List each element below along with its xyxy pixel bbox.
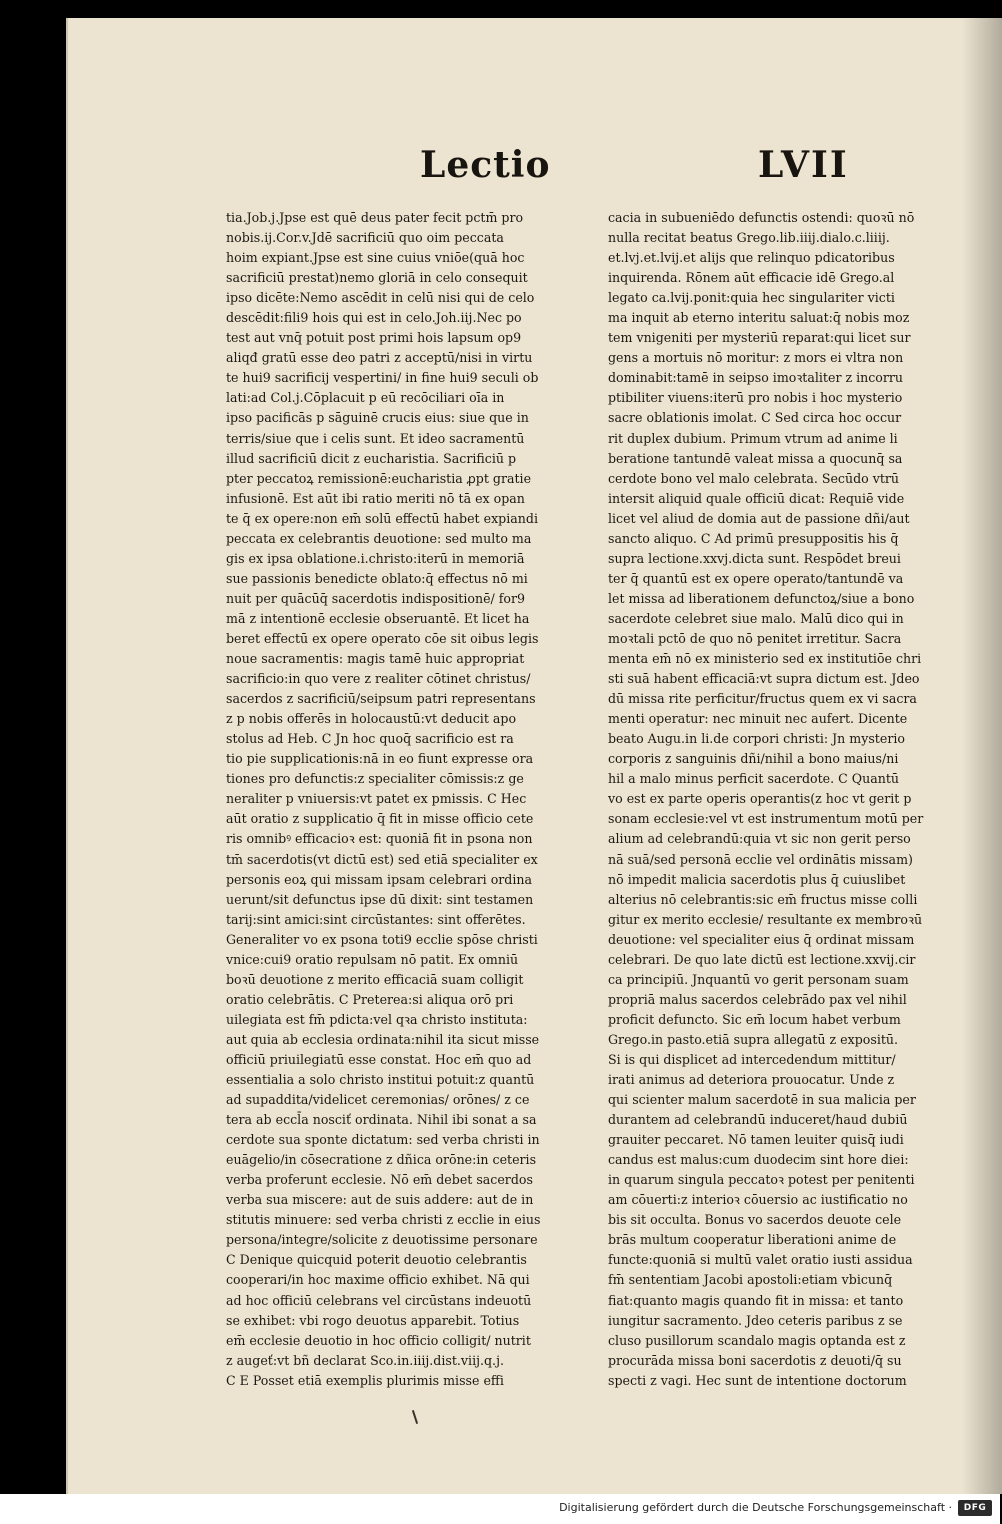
- text-line: descēdit:fili9 hois qui est in celo.Joh.iij.Nec po: [226, 310, 522, 326]
- text-line: euāgelio/in cōsecratione z dñica orōne:in ceteris: [226, 1152, 537, 1168]
- text-line: sancto aliquo. C Ad primū presuppositis his q̄: [608, 530, 899, 546]
- text-line: sacrificiū prestat)nemo gloriā in celo consequit: [226, 270, 528, 286]
- text-line: mā z intentionē ecclesie obseruantē. Et licet ha: [226, 610, 530, 626]
- text-line: grauiter peccaret. Nō tamen leuiter quisq̄ iudi: [608, 1132, 904, 1148]
- text-line: sacerdote celebret siue malo. Malū dico qui in: [608, 610, 904, 626]
- text-line: qui scienter malum sacerdotē in sua malicia per: [608, 1092, 916, 1108]
- text-line: tm̄ sacerdotis(vt dictū est) sed etiā specialiter ex: [226, 851, 538, 867]
- text-line: sacrificio:in quo vere z realiter cōtinet christus/: [226, 671, 531, 687]
- text-line: gitur ex merito ecclesie/ resultante ex membroꝛū: [608, 911, 923, 927]
- text-line: celebrari. De quo late dictū est lectione.xxvij.cir: [608, 951, 916, 967]
- text-line: let missa ad liberationem defunctoꝝ/siue a bono: [608, 590, 915, 606]
- text-line: functe:quoniā si multū valet oratio iusti assidua: [608, 1252, 913, 1268]
- text-line: ter q̄ quantū est ex opere operato/tantundē va: [608, 570, 904, 586]
- text-line: candus est malus:cum duodecim sint hore diei:: [608, 1152, 909, 1168]
- text-line: vo est ex parte operis operantis(z hoc vt gerit p: [608, 791, 912, 807]
- text-line: ipso pacificās p sāguinē crucis eius: siue que in: [226, 410, 529, 426]
- text-line: te hui9 sacrificij vespertini/ in fine hui9 seculi ob: [226, 370, 539, 386]
- text-line: tio pie supplicationis:nā in eo fiunt expresse ora: [226, 751, 534, 767]
- text-line: ca principiū. Jnquantū vo gerit personam suam: [608, 971, 909, 987]
- text-line: te q̄ ex opere:non em̄ solū effectū habet expiandi: [226, 510, 538, 526]
- text-line: menti operatur: nec minuit nec aufert. Dicente: [608, 711, 908, 727]
- text-line: Generaliter vo ex psona toti9 ecclie spōse christi: [226, 931, 538, 947]
- text-line: noue sacramentis: magis tamē huic appropriat: [226, 651, 525, 667]
- text-line: nulla recitat beatus Grego.lib.iiij.dialo.c.liiij.: [608, 230, 890, 246]
- text-line: C Denique quicquid poterit deuotio celebrantis: [226, 1252, 527, 1268]
- text-line: tarij:sint amici:sint circūstantes: sint offerētes.: [226, 911, 526, 927]
- text-line: fm̄ sententiam Jacobi apostoli:etiam vbicunq̄: [608, 1272, 893, 1288]
- text-line: beret effectū ex opere operato cōe sit oibus legis: [226, 630, 539, 646]
- text-line: hil a malo minus perficit sacerdote. C Quantū: [608, 771, 900, 787]
- text-line: dū missa rite perficitur/fructus quem ex vi sacra: [608, 691, 917, 707]
- text-line: moꝛtali pctō de quo nō penitet irretitur. Sacra: [608, 630, 902, 646]
- text-line: oratio celebrātis. C Preterea:si aliqua orō pri: [226, 991, 514, 1007]
- text-line: sonam ecclesie:vel vt est instrumentum motū per: [608, 811, 924, 827]
- text-line: z p nobis offerēs in holocaustū:vt deducit apo: [226, 711, 517, 727]
- text-line: cerdote bono vel malo celebrata. Secūdo vtrū: [608, 470, 900, 486]
- text-line: cluso pusillorum scandalo magis optanda est z: [608, 1332, 906, 1348]
- text-line: intersit aliquid quale officiū dicat: Requiē vide: [608, 490, 905, 506]
- text-line: gens a mortuis nō moritur: z mors ei vltra non: [608, 350, 904, 366]
- text-line: ris omnibꝰ efficacioꝛ est: quoniā fit in psona non: [226, 831, 533, 847]
- text-line: cerdote sua sponte dictatum: sed verba christi in: [226, 1132, 540, 1148]
- text-line: nō impedit malicia sacerdotis plus q̄ cuiuslibet: [608, 871, 906, 887]
- text-line: infusionē. Est aūt ibi ratio meriti nō tā ex opan: [226, 490, 525, 506]
- text-line: stolus ad Heb. C Jn hoc quoq̄ sacrificio est ra: [226, 731, 514, 747]
- folio-number: LVII: [758, 144, 849, 186]
- text-column-right: [608, 208, 980, 1388]
- text-line: personis eoꝝ qui missam ipsam celebrari ordina: [226, 871, 532, 887]
- footer-credit: Digitalisierung gefördert durch die Deutsche Forschungsgemeinschaft ·: [559, 1501, 952, 1514]
- text-line: sacre oblationis imolat. C Sed circa hoc occur: [608, 410, 902, 426]
- digitization-footer: [0, 1494, 1000, 1524]
- text-line: gis ex ipsa oblatione.i.christo:iterū in memoriā: [226, 550, 525, 566]
- text-line: boꝛū deuotione z merito efficaciā suam colligit: [226, 971, 524, 987]
- text-line: et.lvj.et.lvij.et alijs que relinquo pdicatoribus: [608, 250, 895, 266]
- text-line: Grego.in pasto.etiā supra allegatū z expositū.: [608, 1031, 899, 1047]
- text-line: stitutis minuere: sed verba christi z ecclie in eius: [226, 1212, 541, 1228]
- text-line: alium ad celebrandū:quia vt sic non gerit perso: [608, 831, 911, 847]
- text-line: alterius nō celebrantis:sic em̄ fructus misse colli: [608, 891, 918, 907]
- text-line: z augeť:vt bñ declarat Sco.in.iiij.dist.viij.q.j.: [226, 1352, 504, 1368]
- text-line: aut quia ab ecclesia ordinata:nihil ita sicut misse: [226, 1031, 540, 1047]
- text-line: essentialia a solo christo institui potuit:z quantū: [226, 1072, 535, 1088]
- text-line: inquirenda. Rōnem aūt efficacie idē Grego.al: [608, 270, 895, 286]
- text-line: aliqđ gratū esse deo patri z acceptū/nisi in virtu: [226, 350, 533, 366]
- text-line: am cōuerti:z interioꝛ cōuersio ac iustificatio no: [608, 1192, 908, 1208]
- text-line: verba proferunt ecclesie. Nō em̄ debet sacerdos: [226, 1172, 533, 1188]
- text-line: in quarum singula peccatoꝛ potest per penitenti: [608, 1172, 915, 1188]
- text-line: officiū priuilegiatū esse constat. Hoc em̄ quo ad: [226, 1051, 532, 1067]
- ink-mark: [412, 1410, 418, 1424]
- text-line: em̄ ecclesie deuotio in hoc officio colligit/ nutrit: [226, 1332, 531, 1348]
- text-line: fiat:quanto magis quando fit in missa: et tanto: [608, 1292, 904, 1308]
- text-line: durantem ad celebrandū induceret/haud dubiū: [608, 1112, 908, 1128]
- dfg-logo-icon: DFG: [958, 1500, 992, 1516]
- text-line: cacia in subueniēdo defunctis ostendi: quoꝛū nō: [608, 210, 915, 225]
- book-page: [66, 18, 1002, 1494]
- text-line: deuotione: vel specialiter eius q̄ ordinat missam: [608, 931, 915, 947]
- text-column-left: [226, 208, 586, 1388]
- text-line: tiones pro defunctis:z specialiter cōmissis:z ge: [226, 771, 524, 787]
- text-line: ad hoc officiū celebrans vel circūstans indeuotū: [226, 1292, 532, 1308]
- text-line: vnice:cui9 oratio repulsam nō patit. Ex omniū: [226, 951, 519, 967]
- text-line: corporis z sanguinis dñi/nihil a bono maius/ni: [608, 751, 899, 767]
- text-line: neraliter p vniuersis:vt patet ex pmissis. C Hec: [226, 791, 527, 807]
- text-line: illud sacrificiū dicit z eucharistia. Sacrificiū p: [226, 450, 517, 466]
- text-line: ad supaddita/videlicet ceremonias/ orōnes/ z ce: [226, 1092, 530, 1108]
- text-line: aūt oratio z supplicatio q̄ fit in misse officio cete: [226, 811, 534, 827]
- text-line: tera ab eccl̄a nosciť ordinata. Nihil ibi sonat a sa: [226, 1112, 537, 1128]
- text-line: tia.Job.j.Jpse est quē deus pater fecit pctm̄ pro: [226, 210, 524, 225]
- text-line: cooperari/in hoc maxime officio exhibet. Nā qui: [226, 1272, 530, 1288]
- text-line: pter peccatoꝝ remissionē:eucharistia ꝓpt gratie: [226, 470, 532, 486]
- text-line: dominabit:tamē in seipso imoꝛtaliter z incorru: [608, 370, 904, 386]
- text-line: proficit defuncto. Sic em̄ locum habet verbum: [608, 1011, 901, 1027]
- text-line: verba sua miscere: aut de suis addere: aut de in: [226, 1192, 534, 1208]
- text-line: beratione tantundē valeat missa a quocunq̄ sa: [608, 450, 903, 466]
- text-line: supra lectione.xxvj.dicta sunt. Respōdet breui: [608, 550, 901, 566]
- text-line: persona/integre/solicite z deuotissime personare: [226, 1232, 538, 1248]
- text-line: ma inquit ab eterno interitu saluat:q̄ nobis moz: [608, 310, 910, 326]
- text-line: C E Posset etiā exemplis plurimis misse effi: [226, 1372, 504, 1388]
- text-line: nobis.ij.Cor.v.Jdē sacrificiū quo oim peccata: [226, 230, 504, 246]
- text-line: brās multum cooperatur liberationi anime de: [608, 1232, 897, 1248]
- text-line: rit duplex dubium. Primum vtrum ad anime li: [608, 430, 898, 446]
- text-line: sti suā habent efficaciā:vt supra dictum est. Jdeo: [608, 671, 920, 687]
- text-line: sacerdos z sacrificiū/seipsum patri representans: [226, 691, 536, 707]
- text-line: legato ca.lvij.ponit:quia hec singulariter victi: [608, 290, 895, 306]
- text-line: ipso dicēte:Nemo ascēdit in celū nisi qui de celo: [226, 290, 535, 306]
- text-line: uilegiata est fm̄ pdicta:vel qꝛa christo instituta:: [226, 1011, 528, 1027]
- text-line: nuit per quācūq̄ sacerdotis indispositionē/ for9: [226, 590, 526, 606]
- text-line: beato Augu.in li.de corpori christi: Jn mysterio: [608, 731, 905, 747]
- text-line: procurāda missa boni sacerdotis z deuoti/q̄ su: [608, 1352, 902, 1368]
- text-line: hoim expiant.Jpse est sine cuius vniōe(quā hoc: [226, 250, 525, 266]
- text-line: test aut vnq̄ potuit post primi hois lapsum op9: [226, 330, 522, 346]
- text-line: sue passionis benedicte oblato:q̄ effectus nō mi: [226, 570, 528, 586]
- text-line: tem vnigeniti per mysteriū reparat:qui licet sur: [608, 330, 911, 346]
- text-line: propriā malus sacerdos celebrādo pax vel nihil: [608, 991, 907, 1007]
- text-line: menta em̄ nō ex ministerio sed ex institutiōe chri: [608, 651, 922, 667]
- running-head-lectio: Lectio: [420, 144, 551, 186]
- text-line: nā suā/sed personā ecclie vel ordinātis missam): [608, 851, 913, 867]
- text-line: terris/siue que i celis sunt. Et ideo sacramentū: [226, 430, 525, 446]
- text-line: irati animus ad deteriora prouocatur. Unde z: [608, 1072, 895, 1088]
- text-line: licet vel aliud de domia aut de passione dñi/aut: [608, 510, 910, 526]
- text-line: peccata ex celebrantis deuotione: sed multo ma: [226, 530, 532, 546]
- text-line: lati:ad Col.j.Cōplacuit p eū recōciliari oīa in: [226, 390, 505, 406]
- text-line: iungitur sacramento. Jdeo ceteris paribus z se: [608, 1312, 903, 1328]
- text-line: bis sit occulta. Bonus vo sacerdos deuote cele: [608, 1212, 902, 1228]
- text-line: ptibiliter viuens:iterū pro nobis i hoc mysterio: [608, 390, 903, 406]
- text-line: se exhibet: vbi rogo deuotus apparebit. Totius: [226, 1312, 520, 1328]
- text-line: Si is qui displicet ad intercedendum mittitur/: [608, 1051, 896, 1067]
- text-line: specti z vagi. Hec sunt de intentione doctorum: [608, 1372, 907, 1388]
- text-line: uerunt/sit defunctus ipse dū dixit: sint testamen: [226, 891, 534, 907]
